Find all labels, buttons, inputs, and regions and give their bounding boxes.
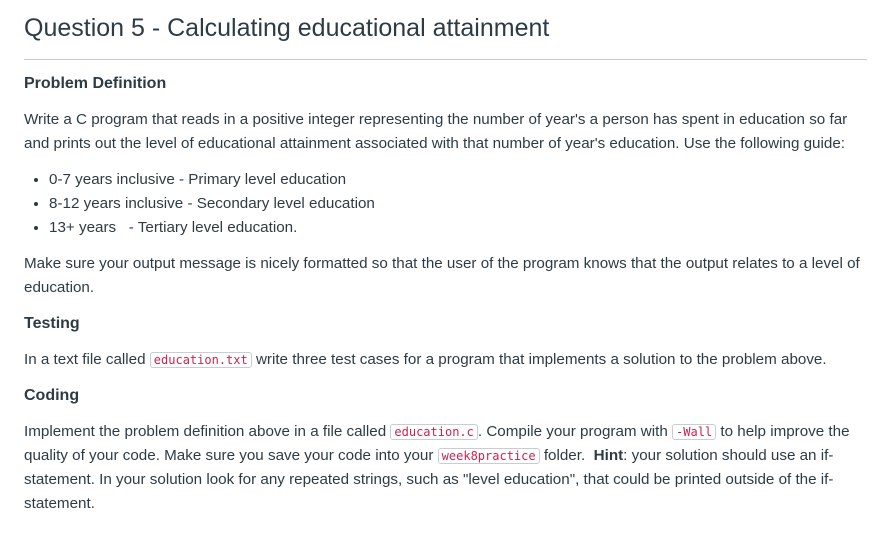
coding-text-part: to help improve the quality of your code. Make sure you save your code into your [24, 423, 850, 464]
coding-text [24, 420, 867, 516]
problem-definition-heading: Problem Definition [24, 75, 167, 92]
title-divider [24, 59, 867, 60]
education-txt-code: education.txt [150, 352, 252, 368]
hint-label: Hint [593, 447, 624, 464]
coding-text-part: . Compile your program with [477, 423, 673, 440]
coding-text-part: : your solution should use an if-statement. In your solution look for any repeated strings, such as "level education", that could be printed outside of the if-statement. [24, 447, 834, 512]
wall-flag-code: -Wall [672, 424, 716, 440]
testing-text-after: write three test cases for a program that implements a solution to the problem above. [251, 351, 827, 368]
testing-text-before: In a text file called [24, 351, 150, 368]
page-title: Question 5 - Calculating educational attainment [24, 14, 550, 42]
format-note-text: Make sure your output message is nicely formatted so that the user of the program knows that the output relates to a level of education. [24, 255, 860, 296]
testing-heading: Testing [24, 315, 80, 332]
problem-intro-text: Write a C program that reads in a positive integer representing the number of year's a person has spent in education so far and prints out the level of educational attainment associated with that number of year's education. Use the following guide: [24, 111, 848, 152]
coding-text-part: Implement the problem definition above in a file called [24, 423, 391, 440]
education-levels-list [24, 168, 867, 240]
list-item: • 13+ years - Tertiary level education. [49, 216, 867, 240]
education-c-code: education.c [390, 424, 477, 440]
coding-heading: Coding [24, 387, 80, 404]
coding-text-part: folder. [539, 447, 594, 464]
week8practice-code: week8practice [438, 448, 540, 464]
list-item: • 0-7 years inclusive - Primary level education [49, 168, 867, 192]
list-item: • 8-12 years inclusive - Secondary level education [49, 192, 867, 216]
testing-text [24, 348, 867, 372]
